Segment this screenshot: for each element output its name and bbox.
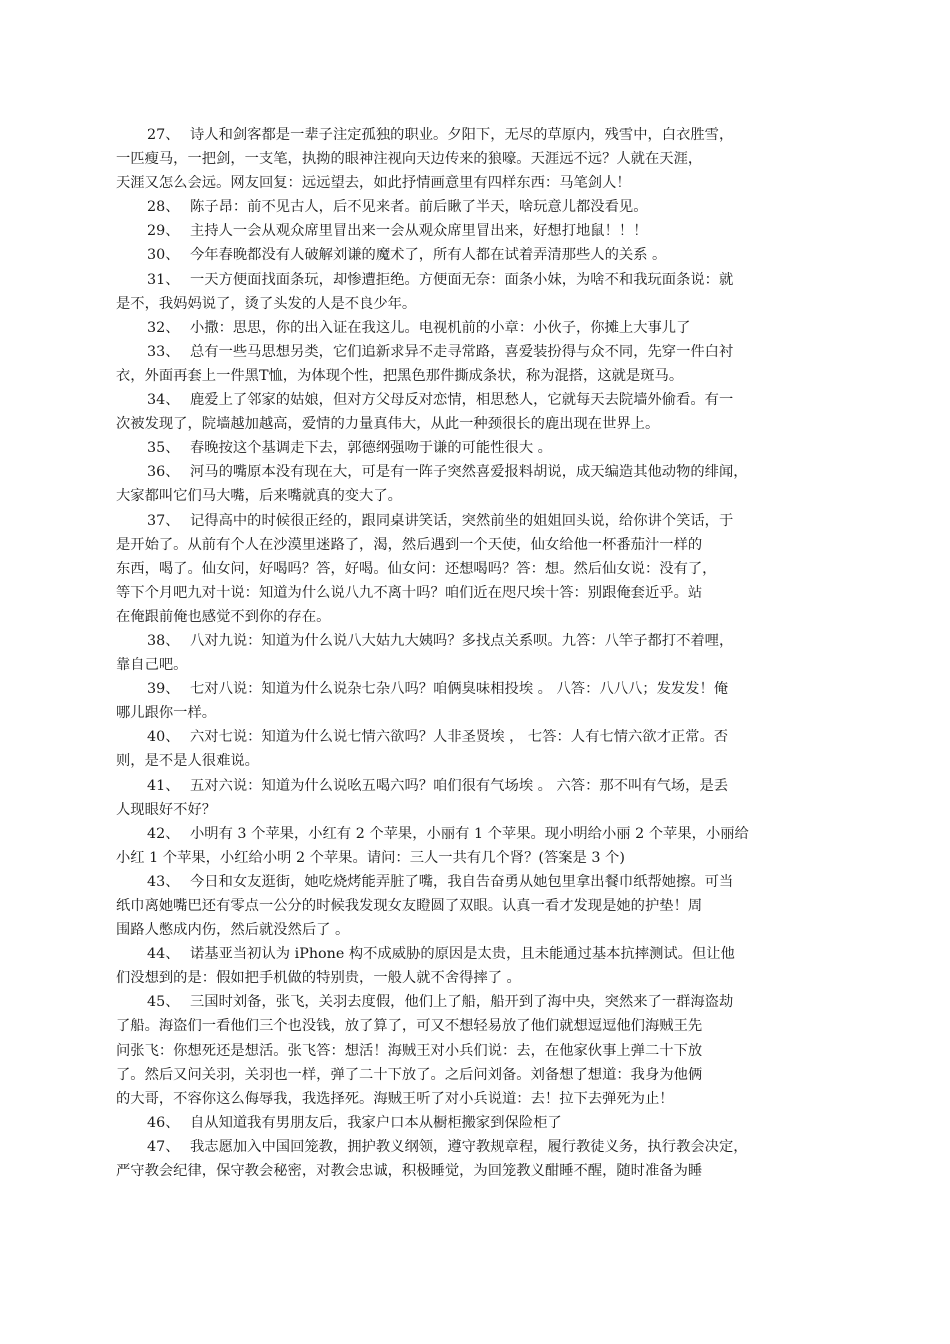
list-item (116, 460, 812, 508)
item-number: 35、 (147, 440, 180, 457)
item-text: 在俺跟前俺也感觉不到你的存在。 (116, 608, 331, 625)
item-number: 28、 (147, 199, 180, 216)
list-item (147, 436, 812, 460)
text-line (116, 412, 812, 436)
item-number: 37、 (147, 512, 180, 529)
item-text: 鹿爱上了邻家的姑娘，但对方父母反对恋情，相思愁人，它就每天去院墙外偷看。有一 (190, 392, 734, 409)
document-page (116, 123, 812, 1183)
item-text: 围路人憋成内伤，然后就没然后了 。 (116, 922, 350, 939)
text-line (147, 629, 812, 653)
text-line (116, 798, 812, 822)
item-text: 小红 1 个苹果，小红给小明 2 个苹果。请问：三人一共有几个肾？(答案是 3 个) (116, 849, 625, 866)
item-text: 一匹瘦马，一把剑，一支笔，执拗的眼神注视向天边传来的狼嚎。天涯远不远？人就在天涯， (116, 151, 703, 168)
list-item (116, 774, 812, 822)
item-text: 春晚按这个基调走下去，郭德纲强吻于谦的可能性很大 。 (190, 440, 552, 457)
list-item (116, 677, 812, 725)
list-item (116, 268, 812, 316)
item-number: 44、 (147, 946, 180, 963)
text-line (147, 195, 812, 219)
text-line (116, 1014, 812, 1038)
item-text: 的大哥，不容你这么侮辱我，我选择死。海贼王听了对小兵说道：去！拉下去弹死为止！ (116, 1090, 674, 1107)
item-number: 45、 (147, 994, 180, 1011)
text-line (116, 581, 812, 605)
item-text: 了船。海盗们一看他们三个也没钱，放了算了，可又不想轻易放了他们就想逗逗他们海贼王先 (116, 1018, 703, 1035)
list-item (147, 1111, 812, 1135)
item-text: 则，是不是人很难说。 (116, 753, 259, 770)
list-item (116, 870, 812, 942)
list-item (116, 942, 812, 990)
text-line (116, 292, 812, 316)
item-text: 诗人和剑客都是一辈子注定孤独的职业。夕阳下，无尽的草原内，残雪中，白衣胜雪， (190, 127, 734, 143)
item-text: 三国时刘备，张飞，关羽去度假，他们上了船，船开到了海中央，突然来了一群海盗劫 (190, 994, 734, 1011)
item-number: 42、 (147, 825, 180, 842)
item-text: 大家都叫它们马大嘴，后来嘴就真的变大了。 (116, 488, 402, 505)
item-number: 32、 (147, 319, 180, 336)
item-text: 靠自己吧。 (116, 657, 188, 674)
item-text: 一天方便面找面条玩，却惨遭拒绝。方便面无奈：面条小妹，为啥不和我玩面条说：就 (190, 271, 734, 288)
text-line (147, 219, 812, 243)
text-line (116, 918, 812, 942)
text-line (116, 557, 812, 581)
text-line (147, 340, 812, 364)
item-number: 34、 (147, 392, 180, 409)
list-item (116, 509, 812, 629)
text-line (116, 533, 812, 557)
item-text: 河马的嘴原本没有现在大，可是有一阵子突然喜爱报料胡说，成天编造其他动物的绯闻， (190, 464, 748, 481)
item-text: 人现眼好不好？ (116, 801, 217, 818)
item-text: 五对六说：知道为什么说吆五喝六吗？咱们很有气场埃 。 六答：那不叫有气场，是丢 (190, 777, 729, 794)
text-line (147, 725, 812, 749)
text-line (147, 123, 812, 147)
text-line (116, 484, 812, 508)
item-text: 衣，外面再套上一件黑T恤，为体现个性，把黑色那件撕成条状，称为混搭，这就是斑马。 (116, 367, 684, 384)
list-item (147, 316, 812, 340)
item-text: 是不，我妈妈说了，烫了头发的人是不良少年。 (116, 295, 417, 312)
item-number: 39、 (147, 681, 180, 698)
text-line (116, 846, 812, 870)
item-number: 47、 (147, 1138, 180, 1155)
text-line (116, 1087, 812, 1111)
text-line (116, 653, 812, 677)
item-number: 31、 (147, 271, 180, 288)
text-line (116, 1159, 812, 1183)
list-item (147, 219, 812, 243)
text-line (147, 509, 812, 533)
text-line (147, 436, 812, 460)
list-item (116, 629, 812, 677)
item-number: 30、 (147, 247, 180, 264)
text-line (147, 990, 812, 1014)
item-text: 等下个月吧九对十说：知道为什么说八九不离十吗？咱们近在咫尺埃十答：别跟俺套近乎。站 (116, 584, 703, 601)
item-text: 陈子昂：前不见古人，后不见来者。前后瞅了半天，啥玩意儿都没看见。 (190, 199, 648, 216)
item-text: 们没想到的是：假如把手机做的特别贵，一般人就不舍得摔了 。 (116, 970, 521, 987)
item-text: 是开始了。从前有个人在沙漠里迷路了，渴，然后遇到一个天使，仙女给他一杯番茄汁一样的 (116, 536, 703, 553)
text-line (116, 1039, 812, 1063)
list-item (116, 725, 812, 773)
item-text: 总有一些马思想另类，它们追新求异不走寻常路，喜爱装扮得与众不同，先穿一件白衬 (190, 343, 734, 360)
item-text: 哪儿跟你一样。 (116, 705, 217, 722)
text-line (147, 942, 812, 966)
text-line (116, 605, 812, 629)
text-line (147, 243, 812, 267)
item-number: 33、 (147, 343, 180, 360)
text-line (116, 701, 812, 725)
item-text: 诺基亚当初认为 iPhone 构不成威胁的原因是太贵，且未能通过基本抗摔测试。但让他 (190, 946, 735, 963)
item-text: 六对七说：知道为什么说七情六欲吗？人非圣贤埃 ， 七答：人有七情六欲才正常。否 (190, 729, 729, 746)
item-number: 43、 (147, 873, 180, 890)
text-line (116, 364, 812, 388)
item-text: 七对八说：知道为什么说杂七杂八吗？咱俩臭味相投埃 。 八答：八八八；发发发！俺 (190, 681, 729, 698)
text-line (147, 268, 812, 292)
text-line (147, 1111, 812, 1135)
list-item (116, 388, 812, 436)
text-line (147, 460, 812, 484)
text-line (147, 316, 812, 340)
text-line (147, 774, 812, 798)
list-item (116, 1135, 812, 1183)
item-text: 今日和女友逛街，她吃烧烤能弄脏了嘴，我自告奋勇从她包里拿出餐巾纸帮她擦。可当 (190, 873, 734, 890)
text-line (116, 966, 812, 990)
item-text: 天涯又怎么会远。网友回复：远远望去，如此抒情画意里有四样东西：马笔剑人！ (116, 175, 631, 192)
text-line (116, 1063, 812, 1087)
text-line (147, 822, 812, 846)
item-text: 小明有 3 个苹果，小红有 2 个苹果，小丽有 1 个苹果。现小明给小丽 2 个苹果，小丽给 (190, 825, 749, 842)
item-text: 东西，喝了。仙女问，好喝吗？答，好喝。仙女问：还想喝吗？答：想。然后仙女说：没有了， (116, 560, 717, 577)
item-number: 38、 (147, 632, 180, 649)
item-text: 记得高中的时候很正经的，跟同桌讲笑话，突然前坐的姐姐回头说，给你讲个笑话，于 (190, 512, 734, 529)
text-line (147, 677, 812, 701)
item-number: 41、 (147, 777, 180, 794)
list-item (116, 990, 812, 1110)
list-item (147, 195, 812, 219)
list-item (116, 123, 812, 195)
item-number: 46、 (147, 1114, 180, 1131)
item-number: 27、 (147, 127, 180, 143)
item-text: 了。然后又问关羽，关羽也一样，弹了二十下放了。之后问刘备。刘备想了想道：我身为他俩 (116, 1066, 703, 1083)
item-text: 今年春晚都没有人破解刘谦的魔术了，所有人都在试着弄清那些人的关系 。 (190, 247, 667, 264)
text-line (147, 388, 812, 412)
text-line (116, 171, 812, 195)
text-line (147, 1135, 812, 1159)
list-item (116, 340, 812, 388)
item-text: 问张飞：你想死还是想活。张飞答：想活！海贼王对小兵们说：去，在他家伙事上弹二十下放 (116, 1042, 703, 1059)
item-text: 我志愿加入中国回笼教，拥护教义纲领，遵守教规章程，履行教徒义务，执行教会决定， (190, 1138, 748, 1155)
item-number: 40、 (147, 729, 180, 746)
item-text: 纸巾离她嘴巴还有零点一公分的时候我发现女友瞪圆了双眼。认真一看才发现是她的护垫！周 (116, 898, 703, 914)
item-text: 自从知道我有男朋友后，我家户口本从橱柜搬家到保险柜了 (190, 1114, 562, 1131)
item-text: 小撒：思思，你的出入证在我这儿。电视机前的小章：小伙子，你摊上大事儿了 (190, 319, 691, 336)
text-line (116, 749, 812, 773)
list-item (116, 822, 812, 870)
list-item (147, 243, 812, 267)
text-line (147, 870, 812, 894)
text-line (116, 894, 812, 918)
item-text: 次被发现了，院墙越加越高，爱情的力量真伟大，从此一种颈很长的鹿出现在世界上。 (116, 416, 660, 433)
item-number: 36、 (147, 464, 180, 481)
item-text: 八对九说：知道为什么说八大姑九大姨吗？多找点关系呗。九答：八竿子都打不着哩， (190, 632, 734, 649)
item-text: 主持人一会从观众席里冒出来一会从观众席里冒出来，好想打地鼠！！！ (190, 223, 648, 240)
item-text: 严守教会纪律，保守教会秘密，对教会忠诚，积极睡觉，为回笼教义酣睡不醒，随时准备为睡 (116, 1163, 703, 1180)
text-line (116, 147, 812, 171)
item-number: 29、 (147, 223, 180, 240)
